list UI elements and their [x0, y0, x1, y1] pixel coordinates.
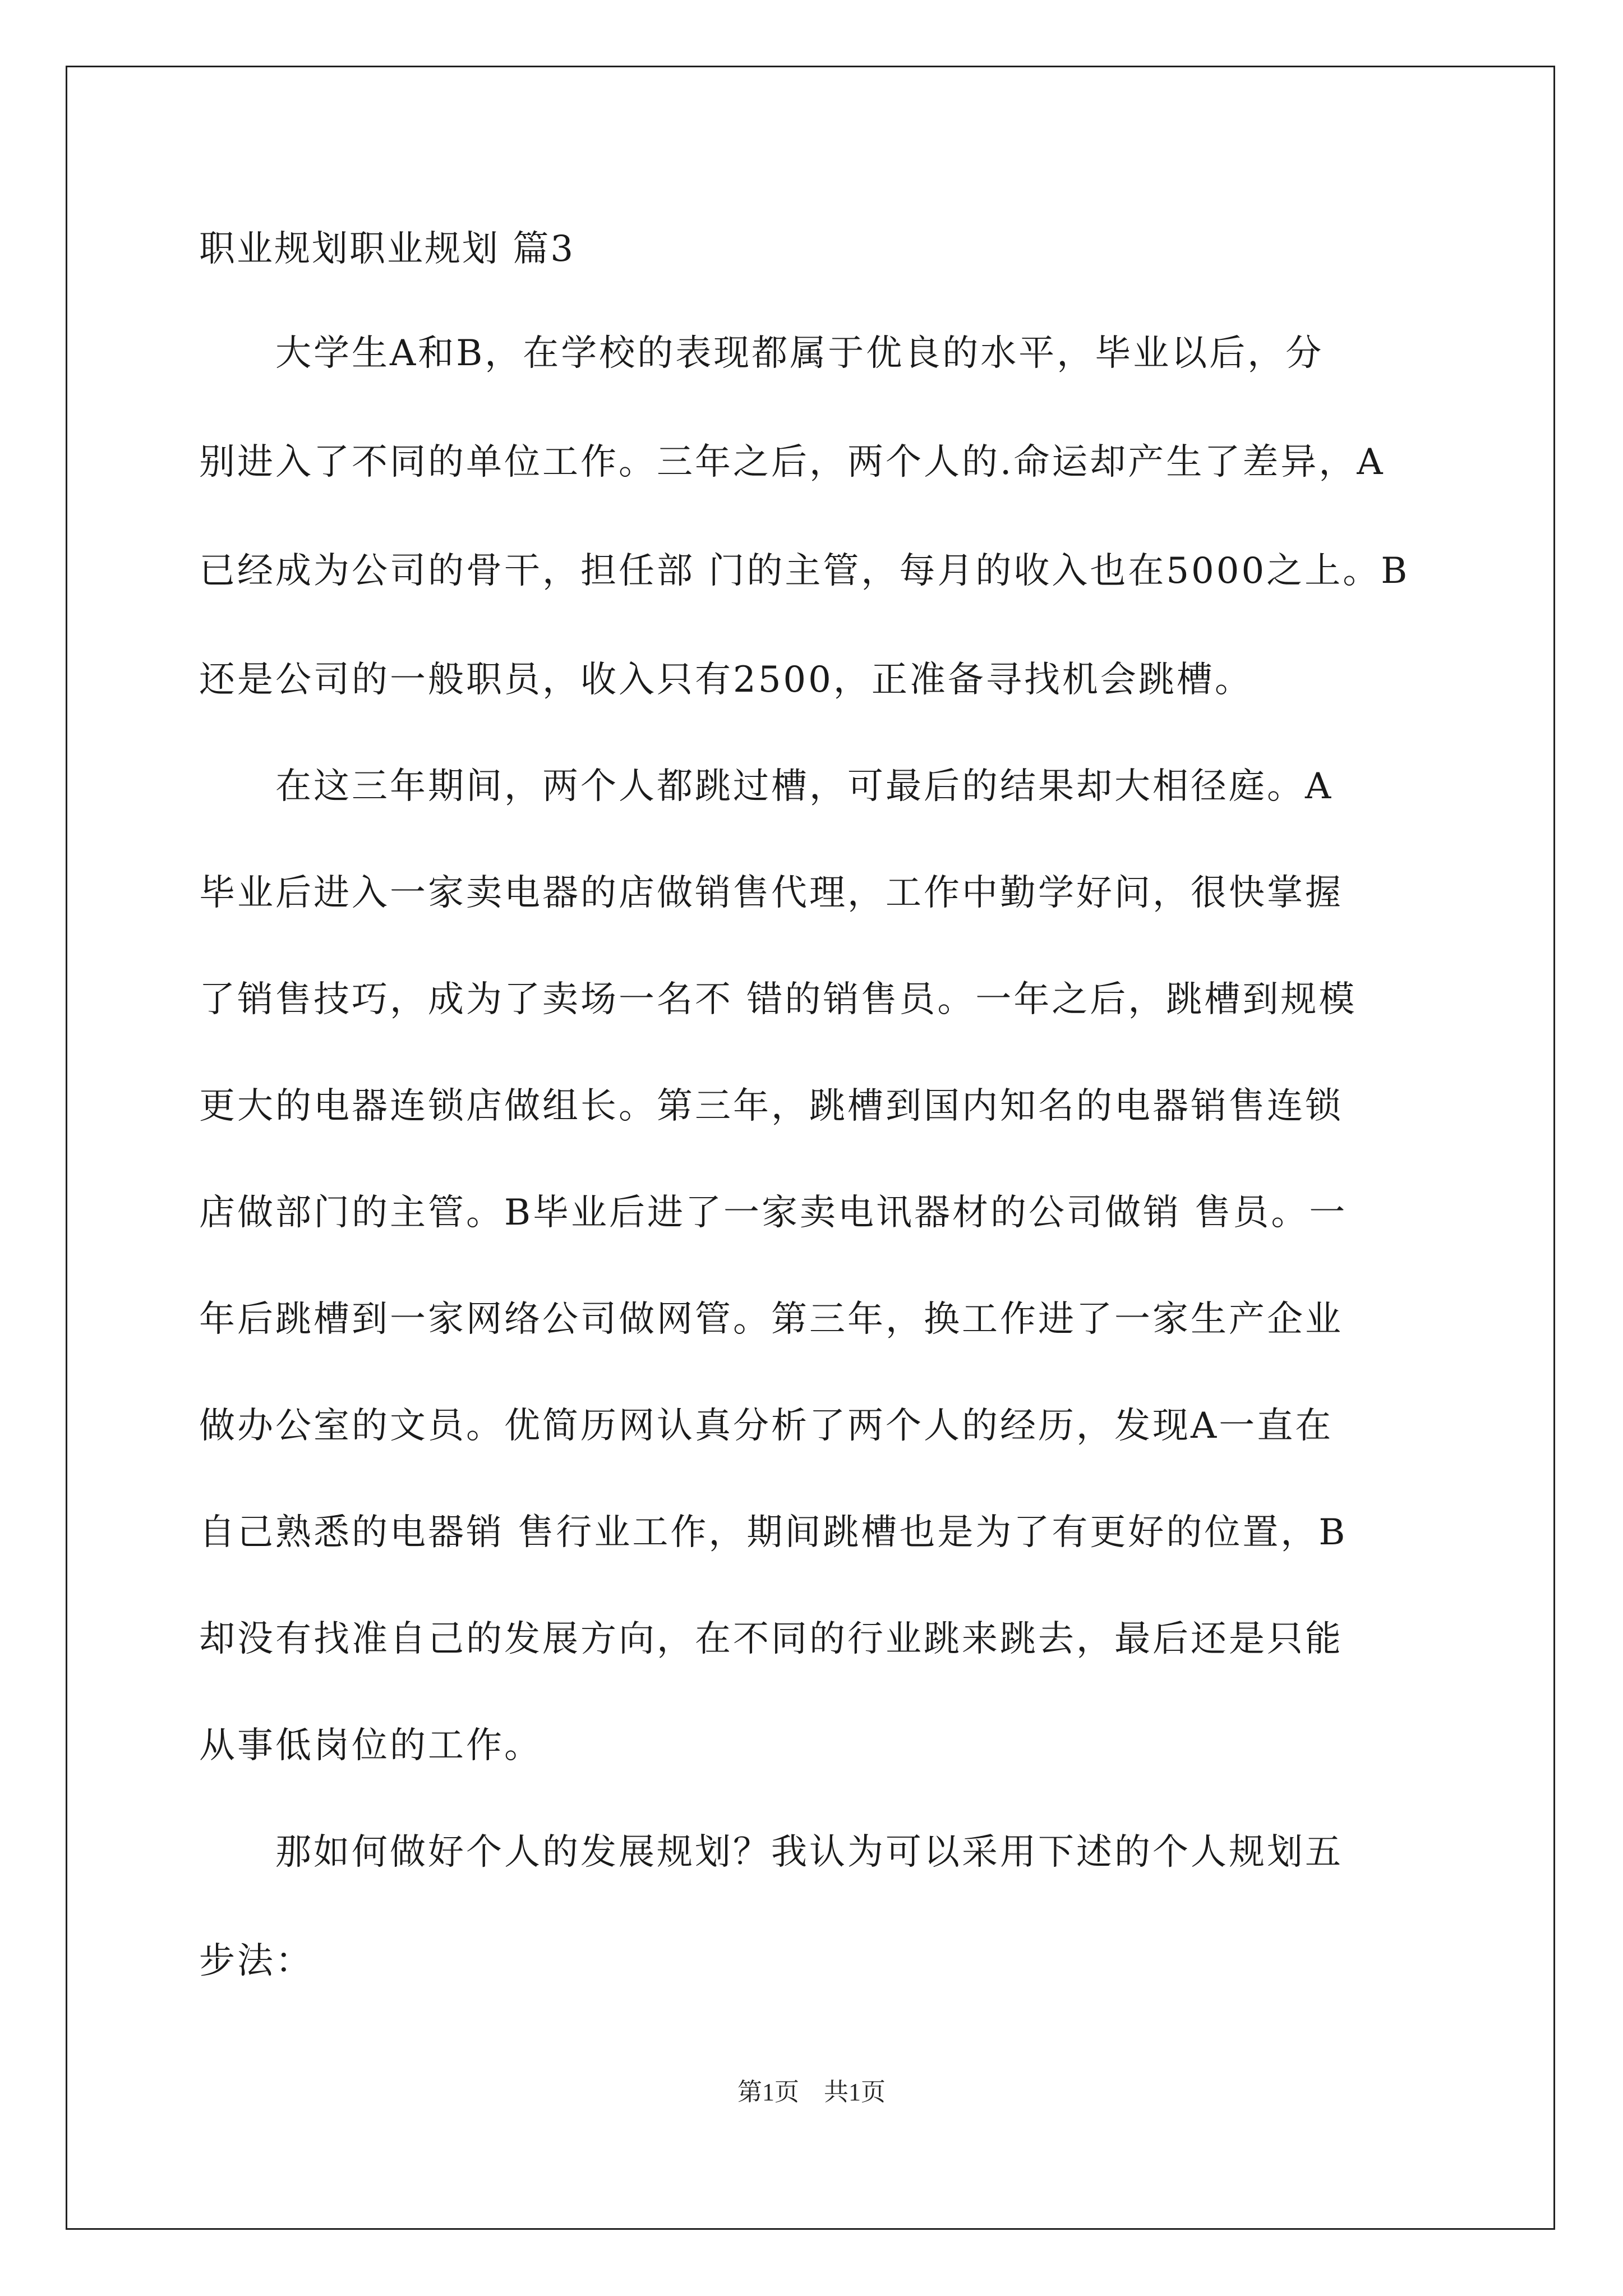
body-line: 步法： [199, 1940, 313, 1982]
body-line: 却没有找准自己的发展方向，在不同的行业跳来跳去，最后还是只能 [199, 1618, 1343, 1660]
body-line: 还是公司的一般职员，收入只有2500，正准备寻找机会跳槽。 [199, 659, 1253, 701]
body-line: 已经成为公司的骨干，担任部 门的主管，每月的收入也在5000之上。B [199, 550, 1410, 592]
body-line: 大学生A和B，在学校的表现都属于优良的水平，毕业以后，分 [199, 333, 1324, 374]
page-title: 职业规划职业规划 篇3 [199, 228, 575, 270]
body-line: 在这三年期间，两个人都跳过槽，可最后的结果却大相径庭。A [199, 766, 1334, 807]
body-line: 做办公室的文员。优简历网认真分析了两个人的经历，发现A一直在 [199, 1405, 1334, 1447]
body-line: 了销售技巧，成为了卖场一名不 错的销售员。一年之后，跳槽到规模 [199, 979, 1357, 1020]
page-border [66, 66, 1555, 2230]
body-line: 毕业后进入一家卖电器的店做销售代理，工作中勤学好问，很快掌握 [199, 872, 1343, 914]
body-line: 更大的电器连锁店做组长。第三年，跳槽到国内知名的电器销售连锁 [199, 1085, 1343, 1127]
page-footer: 第1页 共1页 [737, 2078, 886, 2106]
body-line: 那如何做好个人的发展规划？我认为可以采用下述的个人规划五 [199, 1832, 1343, 1873]
body-line: 年后跳槽到一家网络公司做网管。第三年，换工作进了一家生产企业 [199, 1299, 1343, 1340]
body-line: 别进入了不同的单位工作。三年之后，两个人的.命运却产生了差异，A [199, 441, 1385, 483]
body-line: 店做部门的主管。B毕业后进了一家卖电讯器材的公司做销 售员。一 [199, 1192, 1348, 1234]
body-line: 自己熟悉的电器销 售行业工作，期间跳槽也是为了有更好的位置，B [199, 1512, 1348, 1553]
body-line: 从事低岗位的工作。 [199, 1725, 542, 1766]
